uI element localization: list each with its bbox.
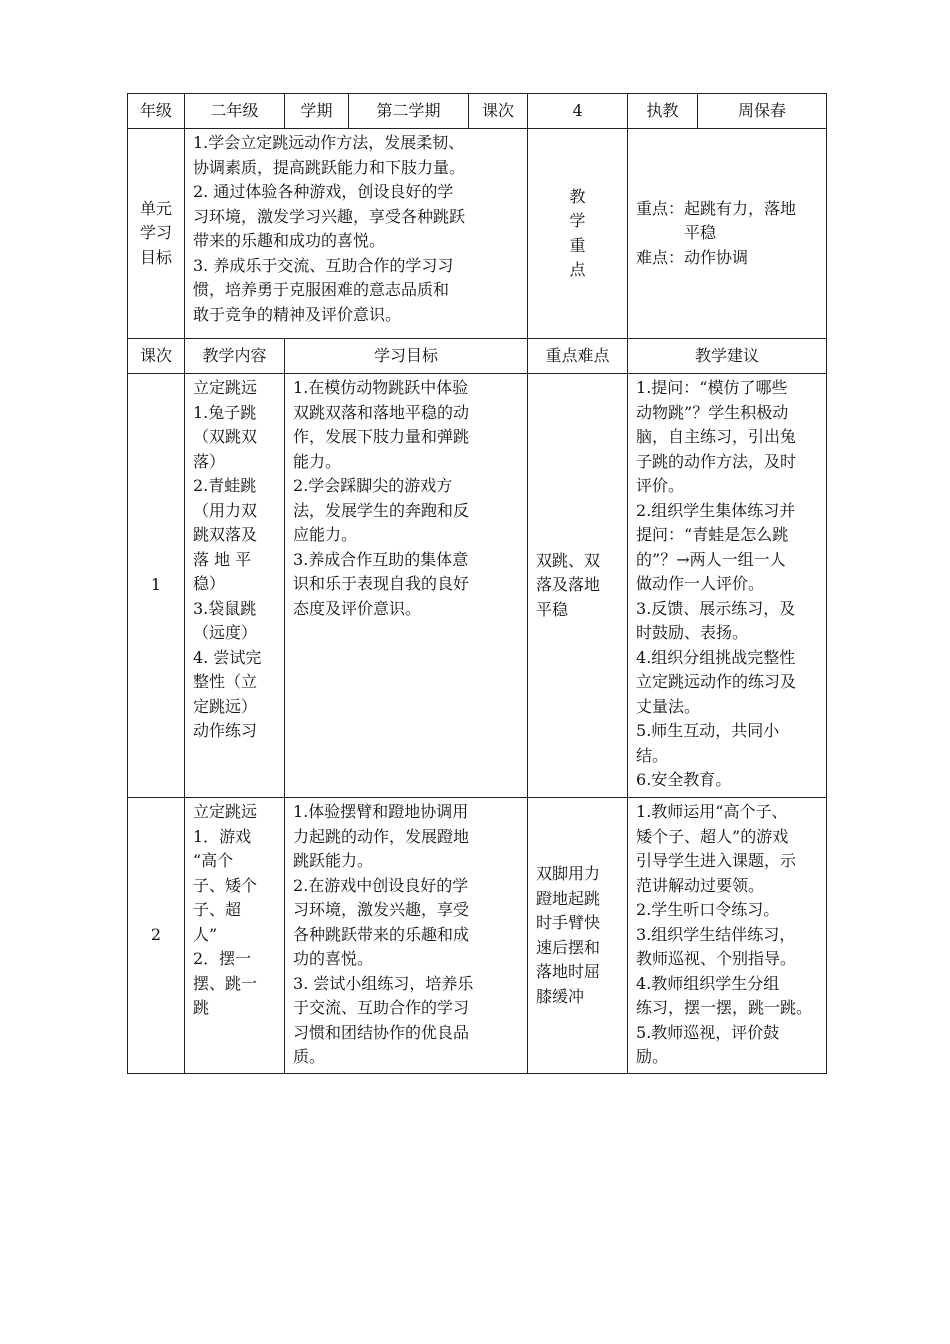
content-line: 整性（立 bbox=[193, 672, 258, 691]
keypoint-line: 速后摆和 bbox=[536, 937, 601, 957]
content-line: 摆、跳一 bbox=[193, 973, 258, 993]
focus-line: 平稳 bbox=[636, 223, 717, 243]
keypoint-line: 平稳 bbox=[536, 599, 569, 619]
objective-line: 双跳双落和落地平稳的动 bbox=[293, 402, 470, 422]
content-line: 1．游戏 bbox=[193, 826, 252, 846]
objective-line: 2.在游戏中创设良好的学 bbox=[293, 875, 469, 895]
suggestion-line: 丈量法。 bbox=[636, 696, 701, 716]
content-line: （双跳双 bbox=[193, 427, 258, 446]
suggestion-line: 5.师生互动，共同小 bbox=[636, 721, 780, 740]
focus-line: 重点：起跳有力，落地 bbox=[636, 198, 797, 218]
keypoint-line: 蹬地起跳 bbox=[536, 888, 601, 908]
unit-goal-line: 习环境，激发学习兴趣，享受各种跳跃 bbox=[193, 206, 466, 226]
objective-line: 态度及评价意识。 bbox=[293, 598, 422, 618]
unit-goal-text bbox=[185, 129, 528, 339]
lesson-objectives bbox=[285, 798, 528, 1074]
suggestion-line: 3.反馈、展示练习，及 bbox=[636, 598, 796, 618]
content-line: 落 地 平 bbox=[193, 549, 252, 569]
suggestion-line: 评价。 bbox=[636, 476, 685, 495]
unit-goal-line: 协调素质，提高跳跃能力和下肢力量。 bbox=[193, 157, 466, 177]
objective-line: 1.体验摆臂和蹬地协调用 bbox=[293, 802, 469, 821]
term-label: 学期 bbox=[285, 94, 349, 129]
teaching-focus-text bbox=[628, 129, 827, 339]
suggestion-line: 脑，自主练习，引出兔 bbox=[636, 427, 797, 446]
keypoint-line: 时手臂快 bbox=[536, 913, 601, 932]
lesson-number: 1 bbox=[128, 374, 185, 798]
suggestion-line: 教师巡视、个别指导。 bbox=[636, 949, 797, 968]
suggestion-line: 立定跳远动作的练习及 bbox=[636, 672, 797, 691]
content-line: 3.袋鼠跳 bbox=[193, 598, 257, 618]
content-line: 4. 尝试完 bbox=[193, 647, 262, 667]
lesson-suggestions bbox=[628, 374, 827, 798]
content-line: 2．摆一 bbox=[193, 949, 252, 968]
content-line: 立定跳远 bbox=[193, 378, 258, 397]
col-header-content: 教学内容 bbox=[185, 339, 285, 374]
lesson-row-1 bbox=[128, 374, 827, 798]
lesson-keypoints bbox=[528, 374, 628, 798]
objective-line: 2.学会踩脚尖的游戏方 bbox=[293, 476, 453, 495]
lesson-plan-document bbox=[127, 93, 826, 1074]
suggestion-line: 3.组织学生结伴练习， bbox=[636, 924, 796, 944]
lesson-number: 2 bbox=[128, 798, 185, 1074]
lesson-keypoints bbox=[528, 798, 628, 1074]
suggestion-line: 1.教师运用“高个子、 bbox=[636, 802, 788, 821]
unit-goals-row bbox=[128, 129, 827, 339]
suggestion-line: 范讲解动过要领。 bbox=[636, 875, 765, 895]
teacher-value: 周保春 bbox=[698, 94, 827, 129]
objective-line: 质。 bbox=[293, 1047, 326, 1066]
content-line: 子、矮个 bbox=[193, 875, 258, 895]
objective-line: 3.养成合作互助的集体意 bbox=[293, 549, 469, 569]
objective-line: 习惯和团结协作的优良品 bbox=[293, 1022, 470, 1042]
content-line: 2.青蛙跳 bbox=[193, 476, 257, 495]
suggestion-line: 2.组织学生集体练习并 bbox=[636, 500, 796, 520]
content-line: 1.兔子跳 bbox=[193, 402, 257, 422]
unit-goal-label: 单元 学习 目标 bbox=[128, 129, 185, 339]
objective-line: 3. 尝试小组练习，培养乐 bbox=[293, 973, 474, 993]
lessons-label: 课次 bbox=[469, 94, 528, 129]
content-line: “高个 bbox=[193, 851, 234, 870]
unit-goal-line: 敢于竞争的精神及评价意识。 bbox=[193, 304, 402, 324]
content-line: （远度） bbox=[193, 623, 258, 642]
keypoint-line: 双脚用力 bbox=[536, 864, 601, 883]
suggestion-line: 做动作一人评价。 bbox=[636, 574, 765, 593]
col-header-suggestions: 教学建议 bbox=[628, 339, 827, 374]
teacher-label: 执教 bbox=[628, 94, 698, 129]
lesson-objectives bbox=[285, 374, 528, 798]
lesson-content bbox=[185, 798, 285, 1074]
content-line: 稳） bbox=[193, 574, 226, 593]
suggestion-line: 引导学生进入课题，示 bbox=[636, 851, 797, 870]
suggestion-line: 动物跳”？学生积极动 bbox=[636, 402, 789, 422]
suggestion-line: 4.组织分组挑战完整性 bbox=[636, 647, 796, 667]
suggestion-line: 1.提问：“模仿了哪些 bbox=[636, 378, 788, 397]
lesson-plan-table bbox=[127, 93, 827, 1074]
suggestion-line: 4.教师组织学生分组 bbox=[636, 973, 780, 993]
objective-line: 识和乐于表现自我的良好 bbox=[293, 574, 470, 593]
suggestion-line: 子跳的动作方法，及时 bbox=[636, 451, 797, 471]
lesson-content bbox=[185, 374, 285, 798]
suggestion-line: 练习，摆一摆，跳一跳。 bbox=[636, 998, 813, 1017]
suggestion-line: 时鼓励、表扬。 bbox=[636, 623, 749, 642]
grade-value: 二年级 bbox=[185, 94, 285, 129]
col-header-keypoints: 重点难点 bbox=[528, 339, 628, 374]
lessons-value: 4 bbox=[528, 94, 628, 129]
term-value: 第二学期 bbox=[349, 94, 469, 129]
suggestion-line: 5.教师巡视，评价鼓 bbox=[636, 1022, 780, 1042]
unit-goal-line: 2. 通过体验各种游戏，创设良好的学 bbox=[193, 182, 454, 201]
objective-line: 1.在模仿动物跳跃中体验 bbox=[293, 378, 469, 397]
header-row bbox=[128, 94, 827, 129]
objective-line: 习环境，激发兴趣，享受 bbox=[293, 900, 470, 919]
suggestion-line: 结。 bbox=[636, 745, 669, 765]
keypoint-line: 双跳、双 bbox=[536, 550, 601, 570]
unit-goal-line: 3. 养成乐于交流、互助合作的学习习 bbox=[193, 255, 454, 275]
objective-line: 应能力。 bbox=[293, 525, 358, 544]
content-line: 落） bbox=[193, 451, 226, 471]
column-header-row bbox=[128, 339, 827, 374]
keypoint-line: 膝缓冲 bbox=[536, 986, 585, 1006]
objective-line: 法，发展学生的奔跑和反 bbox=[293, 500, 470, 520]
unit-goal-line: 1.学会立定跳远动作方法，发展柔韧、 bbox=[193, 133, 465, 152]
unit-goal-line: 惯，培养勇于克服困难的意志品质和 bbox=[193, 280, 450, 299]
suggestion-line: 的”？→两人一组一人 bbox=[636, 549, 786, 569]
objective-line: 作，发展下肢力量和弹跳 bbox=[293, 427, 470, 446]
content-line: 子、超 bbox=[193, 900, 242, 919]
content-line: 人” bbox=[193, 924, 218, 944]
objective-line: 各种跳跃带来的乐趣和成 bbox=[293, 924, 470, 944]
grade-label: 年级 bbox=[128, 94, 185, 129]
lesson-suggestions bbox=[628, 798, 827, 1074]
content-line: （用力双 bbox=[193, 500, 258, 520]
suggestion-line: 2.学生听口令练习。 bbox=[636, 900, 780, 919]
objective-line: 能力。 bbox=[293, 451, 342, 471]
teaching-focus-label: 教 学 重 点 bbox=[528, 129, 628, 339]
suggestion-line: 6.安全教育。 bbox=[636, 770, 732, 789]
content-line: 动作练习 bbox=[193, 721, 258, 740]
content-line: 立定跳远 bbox=[193, 802, 258, 821]
keypoint-line: 落及落地 bbox=[536, 575, 601, 595]
unit-goal-line: 带来的乐趣和成功的喜悦。 bbox=[193, 231, 386, 250]
lesson-row-2 bbox=[128, 798, 827, 1074]
col-header-objectives: 学习目标 bbox=[285, 339, 528, 374]
suggestion-line: 矮个子、超人”的游戏 bbox=[636, 826, 789, 846]
keypoint-line: 落地时屈 bbox=[536, 962, 601, 981]
objective-line: 于交流、互助合作的学习 bbox=[293, 998, 470, 1017]
objective-line: 力起跳的动作，发展蹬地 bbox=[293, 826, 470, 846]
suggestion-line: 提问：“青蛙是怎么跳 bbox=[636, 525, 789, 544]
col-header-lesson: 课次 bbox=[128, 339, 185, 374]
focus-line: 难点：动作协调 bbox=[636, 247, 749, 267]
content-line: 跳 bbox=[193, 998, 210, 1017]
objective-line: 功的喜悦。 bbox=[293, 949, 374, 968]
content-line: 跳双落及 bbox=[193, 525, 258, 544]
objective-line: 跳跃能力。 bbox=[293, 851, 374, 870]
suggestion-line: 励。 bbox=[636, 1047, 669, 1066]
content-line: 定跳远） bbox=[193, 696, 258, 716]
